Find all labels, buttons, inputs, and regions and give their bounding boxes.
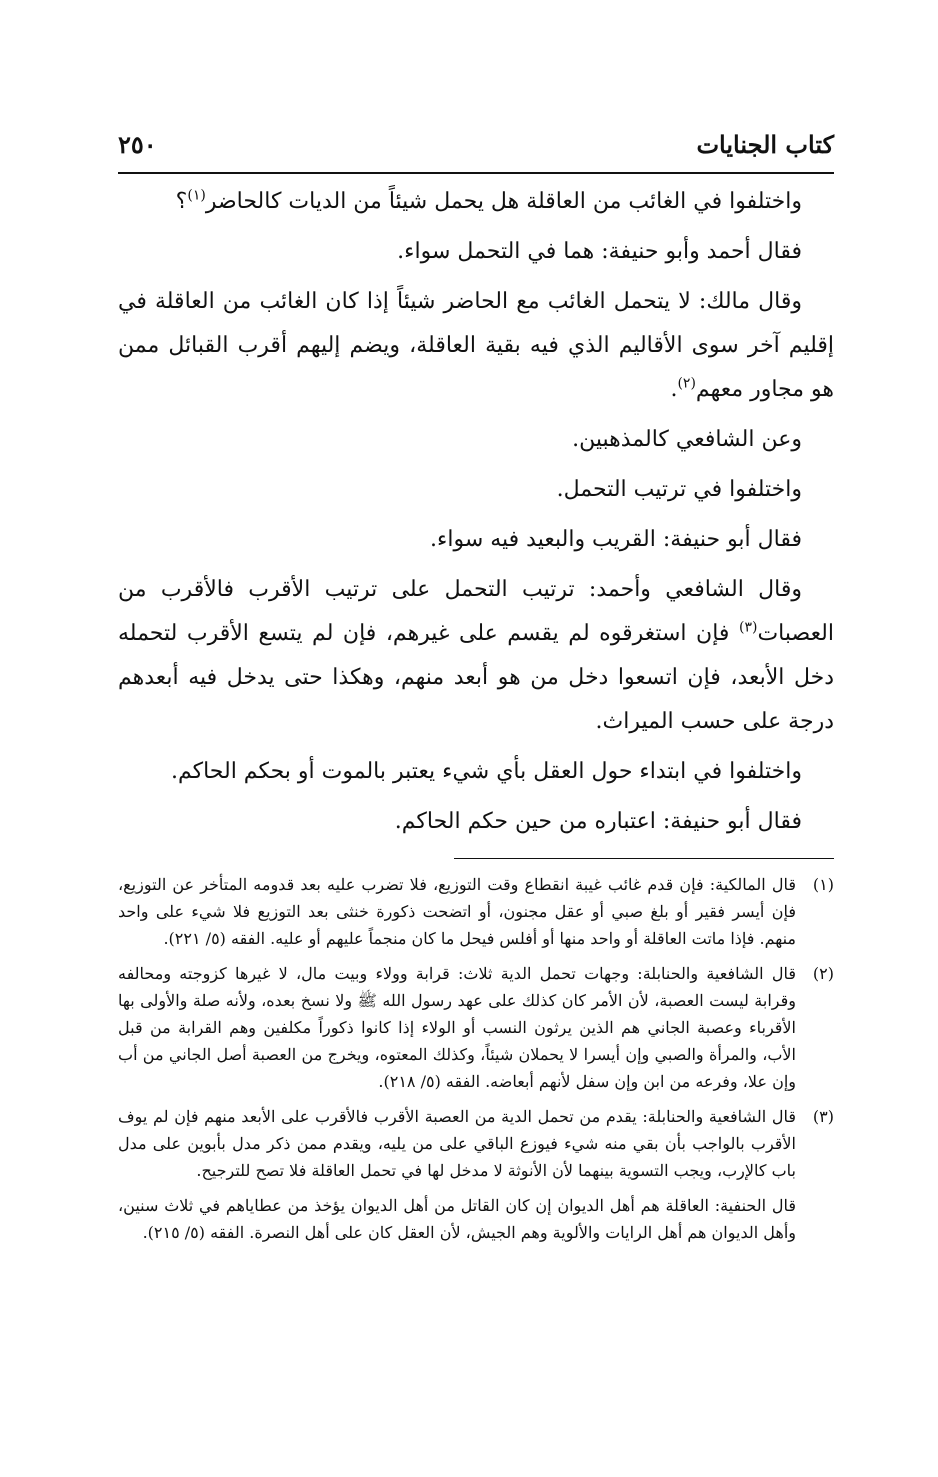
paragraph-8: واختلفوا في ابتداء حول العقل بأي شيء يعتبر بالموت أو بحكم الحاكم. (170, 759, 802, 784)
paragraph-7-text-before: وقال الشافعي وأحمد: ترتيب التحمل على ترتيب الأقرب فالأقرب من العصبات (118, 577, 834, 646)
footnote-ref-1[interactable]: (١) (187, 187, 206, 204)
header-rule (118, 172, 834, 174)
paragraph-1 (118, 180, 834, 224)
footnote-3 (118, 1103, 834, 1184)
paragraph-1-tail: ؟ (175, 189, 188, 214)
book-title: كتاب الجنايات (696, 130, 834, 159)
footnote-ref-2[interactable]: (٢) (677, 375, 696, 392)
paragraph-3-tail: . (670, 377, 678, 402)
paragraph-7-text-after: فإن استغرقوه لم يقسم على غيرهم، فإن لم يتسع الأقرب لتحمله دخل الأبعد، فإن اتسعوا دخل من هو أبعد منهم، وهكذا حتى يدخل فيه أبعدهم درجة على حسب الميراث. (118, 621, 834, 734)
footnote-text: قال الشافعية والحنابلة: وجهات تحمل الدية ثلاث: قرابة وولاء وبيت مال، لا غيرها كزوجته ومحالفه وقرابة ليست العصبة، لأن الأمر كان كذلك على عهد رسول الله ﷺ ولا نسخ بعده، ولأنه صلة والأولى بها الأقرباء وعصبة الجاني هم الذين يرثون النسب أو الولاء إذا كانوا ذكوراً مكلفين وهم القرابة من قبل الأب، والمرأة والصبي وإن أيسرا لا يحملان شيئاً، وكذلك المعتوه، ويخرج من العصبة أصل الجاني من أب وإن علا، وفرعه من ابن وإن سفل لأنهم أبعاضه. الفقه (٥/ ٢١٨). (118, 964, 797, 1091)
footnote-number: (١) (812, 875, 834, 894)
paragraph-7 (118, 568, 834, 744)
footnote-text: قال الشافعية والحنابلة: يقدم من تحمل الدية من العصبة الأقرب فالأقرب على الأبعد منهم فإن لم يوف الأقرب بالواجب بأن بقي منه شيء فيوزع الباقي على من يليه، ويقدم ممن ذكر مدل بأبوين على مدل باب كالإرب، ويجب التسوية بينهما لأن الأنوثة لا مدخل لها في تحمل العاقلة فلا تصح للترجيح. (118, 1107, 796, 1180)
footnote-number: (٣) (812, 1107, 834, 1126)
footnote-2 (118, 960, 834, 1095)
main-text (118, 180, 834, 844)
paragraph-5: واختلفوا في ترتيب التحمل. (556, 477, 802, 502)
paragraph-1-text: واختلفوا في الغائب من العاقلة هل يحمل شيئاً من الديات كالحاضر (205, 189, 802, 214)
running-header (118, 128, 834, 172)
footnote-ref-3[interactable]: (٣) (738, 619, 758, 636)
paragraph-2: فقال أحمد وأبو حنيفة: هما في التحمل سواء. (397, 239, 802, 264)
paragraph-3-text: وقال مالك: لا يتحمل الغائب مع الحاضر شيئاً إذا كان الغائب من العاقلة في إقليم آخر سوى الأقاليم الذي فيه بقية العاقلة، ويضم إليهم أقرب القبائل ممن هو مجاور معهم (118, 289, 834, 402)
page-number: ٢٥٠ (118, 130, 157, 159)
book-page (118, 128, 834, 1254)
footnote-rule (454, 858, 834, 859)
footnote-number: (٢) (812, 964, 834, 983)
footnotes (118, 871, 834, 1246)
footnote-text: قال المالكية: فإن قدم غائب غيبة انقطاع وقت التوزيع، فلا تضرب عليه بعد قدومه المتأخر عن التوزيع، فإن أيسر فقير أو بلغ صبي أو عقل مجنون، أو اتضحت ذكورة خنثى بعد التوزيع فلا شيء على واحد منهم. فإذا ماتت العاقلة أو واحد منها أو أفلس فيحل ما كان منجماً عليهم أو عليه. الفقه (٥/ ٢٢١). (118, 875, 796, 948)
paragraph-9: فقال أبو حنيفة: اعتباره من حين حكم الحاكم. (394, 809, 802, 834)
paragraph-4: وعن الشافعي كالمذهبين. (572, 427, 802, 452)
paragraph-3 (118, 280, 834, 412)
paragraph-6: فقال أبو حنيفة: القريب والبعيد فيه سواء. (430, 527, 802, 552)
footnote-1 (118, 871, 834, 952)
footnote-3-continuation: قال الحنفية: العاقلة هم أهل الديوان إن كان القاتل من أهل الديوان يؤخذ من عطاياهم في ثلاث سنين، وأهل الديوان هم أهل الرايات والألوية وهم الجيش، لأن العقل كان على أهل النصرة. الفقه (٥/ ٢١٥). (118, 1196, 796, 1242)
